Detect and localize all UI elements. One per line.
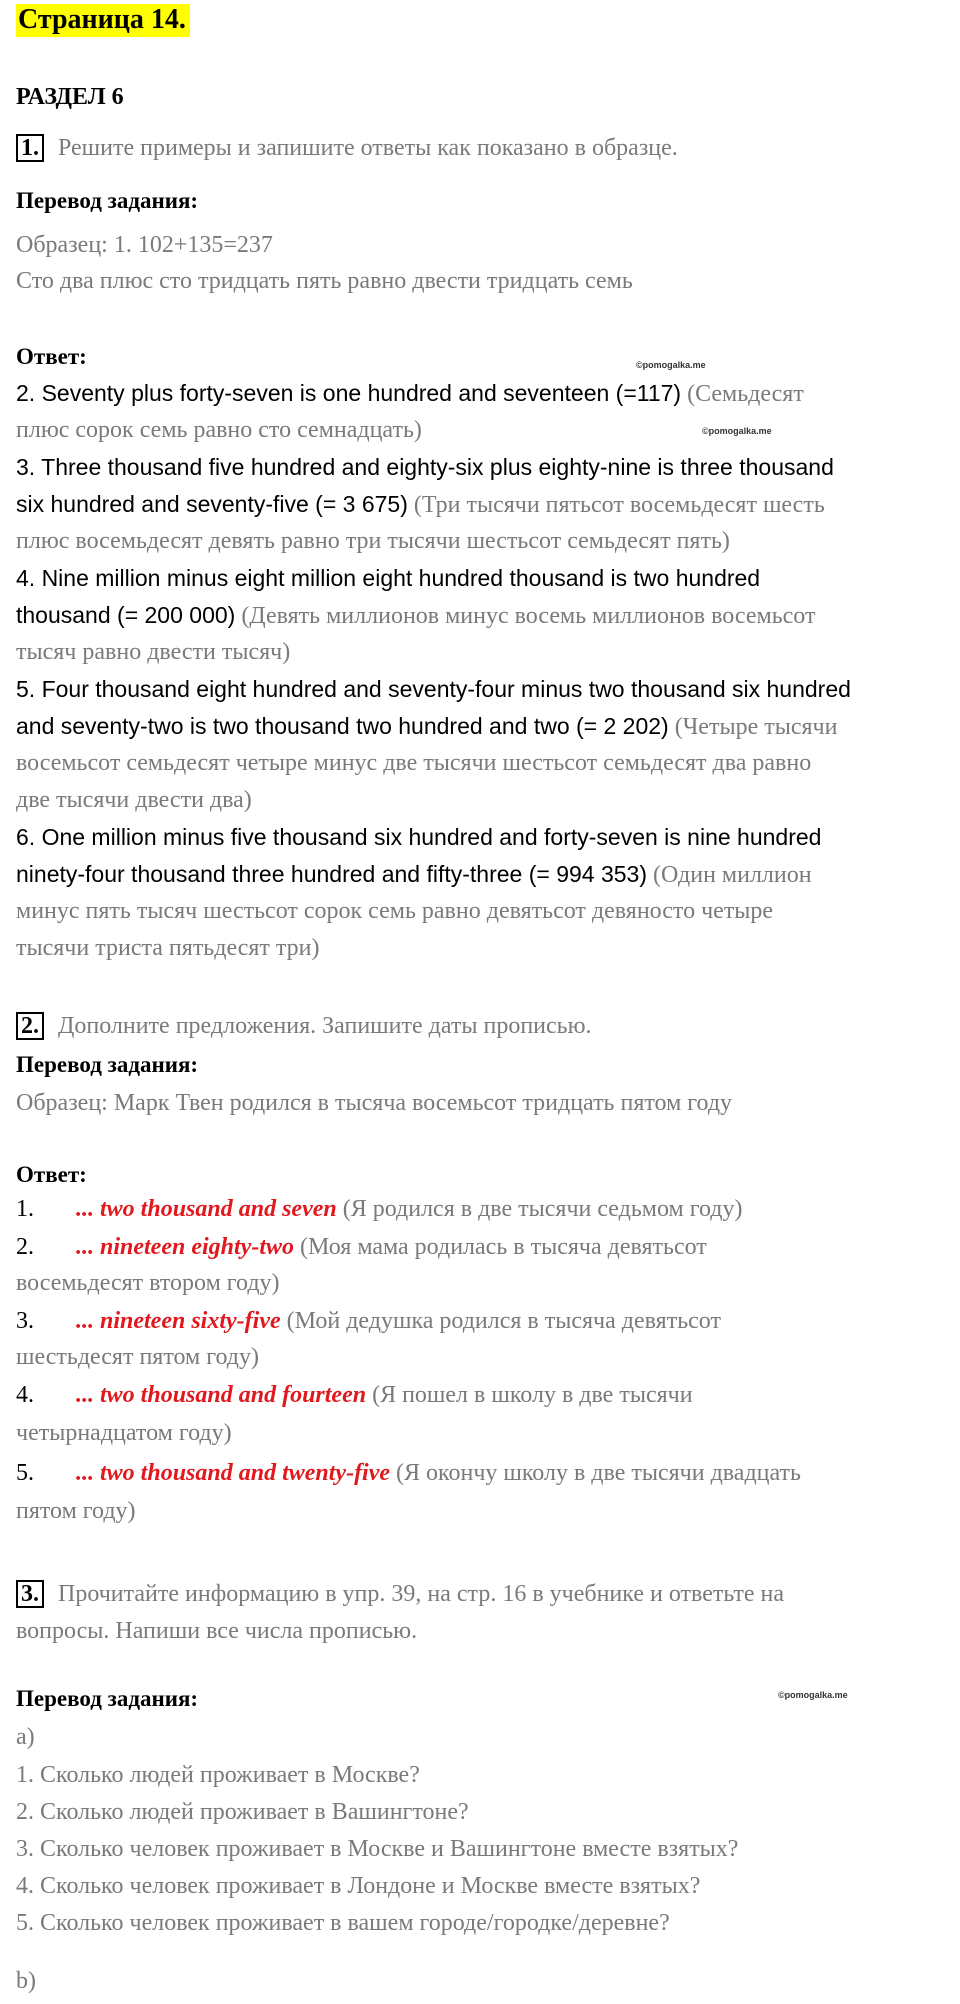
exercise-3-question: 4. Сколько человек проживает в Лондоне и Москве вместе взятых?	[16, 1873, 701, 1899]
exercise-1-sample-line-1: Образец: 1. 102+135=237	[16, 232, 273, 258]
exercise-1-answer-line	[16, 824, 821, 851]
watermark: ©pomogalka.me	[636, 360, 706, 370]
exercise-1-translation-heading: Перевод задания:	[16, 188, 199, 213]
exercise-3-instruction-line-2: вопросы. Напиши все числа прописью.	[16, 1618, 418, 1644]
exercise-1-answer-line	[16, 380, 804, 408]
exercise-3-question: 5. Сколько человек проживает в вашем городе/городке/деревне?	[16, 1910, 670, 1936]
exercise-3-question: 1. Сколько людей проживает в Москве?	[16, 1762, 420, 1788]
answer-english-text: 3. Three thousand five hundred and eighty-six plus eighty-nine is three thousand	[16, 454, 834, 480]
answer-russian-text: восемьсот семьдесят четыре минус две тысячи шестьсот семьдесят два равно	[16, 750, 812, 776]
answer-russian-text: (Девять миллионов минус восемь миллионов восемьсот	[235, 603, 816, 629]
exercise-2-translation-heading: Перевод задания:	[16, 1052, 199, 1077]
answer-russian-text: две тысячи двести два)	[16, 787, 252, 813]
exercise-1-instruction: Решите примеры и запишите ответы как показано в образце.	[58, 135, 678, 161]
exercise-1-answer-line	[16, 417, 422, 444]
answer-russian-text: (Я окончу школу в две тысячи двадцать	[390, 1460, 801, 1486]
exercise-1-header	[16, 134, 678, 162]
exercise-1-answer-heading: Ответ:	[16, 344, 87, 369]
exercise-2-sample: Образец: Марк Твен родился в тысяча восемьсот тридцать пятом году	[16, 1090, 733, 1116]
answer-russian-text: (Три тысячи пятьсот восемьдесят шесть	[407, 492, 825, 518]
exercise-2-instruction: Дополните предложения. Запишите даты прописью.	[58, 1013, 592, 1039]
answer-english-phrase: ... two thousand and seven	[76, 1196, 337, 1222]
exercise-2-answer-heading: Ответ:	[16, 1162, 87, 1187]
exercise-2-number: 2.	[16, 1012, 44, 1040]
answer-number: 4.	[16, 1382, 34, 1408]
watermark: ©pomogalka.me	[702, 426, 772, 436]
answer-english-text: ninety-four thousand three hundred and fifty-three (= 994 353)	[16, 861, 647, 887]
exercise-1-number: 1.	[16, 134, 44, 162]
exercise-1-answer-line	[16, 935, 320, 962]
answer-english-text: 5. Four thousand eight hundred and seventy-four minus two thousand six hundred	[16, 676, 851, 702]
watermark: ©pomogalka.me	[778, 1690, 848, 1700]
answer-russian-text: (Семьдесят	[681, 381, 804, 407]
exercise-3-part-b: b)	[16, 1968, 36, 1994]
answer-number: 5.	[16, 1460, 34, 1486]
answer-english-text: thousand (= 200 000)	[16, 602, 236, 628]
exercise-1-answer-line	[16, 676, 851, 703]
page-title-text: Страница 14.	[16, 4, 190, 37]
section-heading: РАЗДЕЛ 6	[16, 84, 124, 110]
exercise-2-answer-item	[16, 1234, 707, 1261]
exercise-2-answer-item	[16, 1382, 693, 1409]
answer-english-text: 4. Nine million minus eight million eight hundred thousand is two hundred	[16, 565, 761, 591]
page-title	[16, 4, 190, 36]
answer-russian-continuation: восемьдесят втором году)	[16, 1270, 280, 1296]
exercise-3-part-a: a)	[16, 1724, 35, 1750]
exercise-3-header	[16, 1580, 784, 1608]
answer-russian-text: минус пять тысяч шестьсот сорок семь равно девятьсот девяносто четыре	[16, 898, 774, 924]
answer-russian-text: (Я пошел в школу в две тысячи	[366, 1382, 693, 1408]
answer-russian-text: плюс сорок семь равно сто семнадцать)	[16, 417, 422, 443]
exercise-3-translation-heading: Перевод задания:	[16, 1686, 199, 1711]
exercise-1-answer-line	[16, 861, 812, 889]
exercise-1-answer-line	[16, 639, 290, 666]
exercise-1-answer-line	[16, 454, 834, 481]
answer-russian-text: плюс восемьдесят девять равно три тысячи шестьсот семьдесят пять)	[16, 528, 730, 554]
answer-number: 2.	[16, 1234, 34, 1260]
answer-russian-continuation: шестьдесят пятом году)	[16, 1344, 259, 1370]
answer-russian-text: тысячи триста пятьдесят три)	[16, 935, 320, 961]
answer-english-phrase: ... nineteen eighty-two	[76, 1234, 294, 1260]
exercise-1-answer-line	[16, 713, 837, 741]
exercise-1-answer-line	[16, 750, 811, 777]
answer-russian-text: (Четыре тысячи	[668, 714, 838, 740]
answer-number: 3.	[16, 1308, 34, 1334]
exercise-1-answer-line	[16, 602, 815, 630]
exercise-2-answer-item	[16, 1196, 742, 1223]
exercise-1-answer-line	[16, 491, 825, 519]
answer-english-phrase: ... two thousand and twenty-five	[76, 1460, 391, 1486]
exercise-3-number: 3.	[16, 1580, 44, 1608]
answer-english-text: 2. Seventy plus forty-seven is one hundred and seventeen (=117)	[16, 380, 682, 406]
exercise-3-question: 3. Сколько человек проживает в Москве и Вашингтоне вместе взятых?	[16, 1836, 739, 1862]
answer-russian-continuation: пятом году)	[16, 1498, 136, 1524]
answer-russian-text: (Один миллион	[647, 862, 812, 888]
exercise-1-answer-line	[16, 787, 252, 814]
exercise-2-header	[16, 1012, 592, 1040]
answer-english-phrase: ... two thousand and fourteen	[76, 1382, 367, 1408]
exercise-1-answer-line	[16, 565, 760, 592]
exercise-1-sample-line-2: Сто два плюс сто тридцать пять равно двести тридцать семь	[16, 268, 633, 294]
answer-number: 1.	[16, 1196, 34, 1222]
answer-russian-text: (Моя мама родилась в тысяча девятьсот	[294, 1234, 707, 1260]
answer-russian-text: (Мой дедушка родился в тысяча девятьсот	[280, 1308, 721, 1334]
answer-english-phrase: ... nineteen sixty-five	[76, 1308, 281, 1334]
exercise-1-answer-line	[16, 898, 773, 925]
exercise-2-answer-item	[16, 1308, 721, 1335]
answer-russian-text: тысяч равно двести тысяч)	[16, 639, 291, 665]
answer-english-text: six hundred and seventy-five (= 3 675)	[16, 491, 408, 517]
exercise-3-question: 2. Сколько людей проживает в Вашингтоне?	[16, 1799, 469, 1825]
exercise-3-instruction-line-1: Прочитайте информацию в упр. 39, на стр. 16 в учебнике и ответьте на	[58, 1581, 784, 1607]
answer-russian-text: (Я родился в две тысячи седьмом году)	[336, 1196, 743, 1222]
answer-russian-continuation: четырнадцатом году)	[16, 1420, 232, 1446]
answer-english-text: 6. One million minus five thousand six hundred and forty-seven is nine hundred	[16, 824, 822, 850]
answer-english-text: and seventy-two is two thousand two hundred and two (= 2 202)	[16, 713, 669, 739]
exercise-1-answer-line	[16, 528, 730, 555]
exercise-2-answer-item	[16, 1460, 801, 1487]
